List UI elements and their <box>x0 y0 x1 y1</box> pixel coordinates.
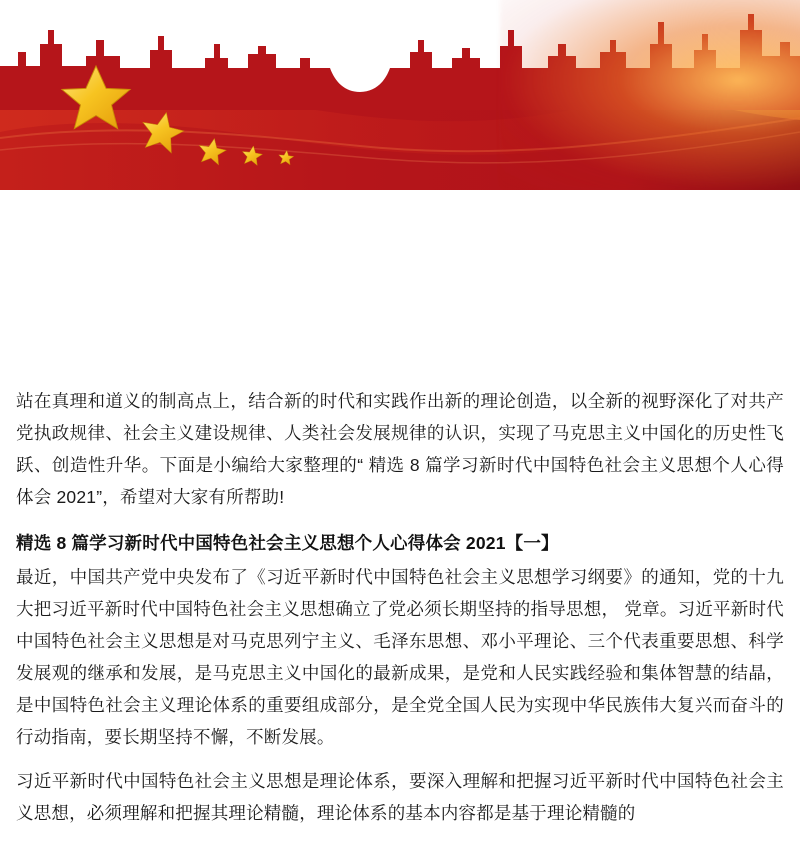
paragraph-body-2: 习近平新时代中国特色社会主义思想是理论体系，要深入理解和把握习近平新时代中国特色社会主义思想，必须理解和把握其理论精髓，理论体系的基本内容都是基于理论精髓的 <box>16 771 784 823</box>
paragraph-intro: 站在真理和道义的制高点上，结合新的时代和实践作出新的理论创造，以全新的视野深化了对共产党执政规律、社会主义建设规律、人类社会发展规律的认识，实现了马克思主义中国化的历史性飞跃、创造性升华。下面是小编给大家整理的“ 精选 8 篇学习新时代中国特色社会主义思想个人心得体会 2021”，希望对大家有所帮助! <box>16 391 784 507</box>
paragraph-gap <box>16 753 784 765</box>
party-banner <box>0 0 800 190</box>
five-star-emblem <box>40 60 340 170</box>
paragraph-body-1: 最近，中国共产党中央发布了《习近平新时代中国特色社会主义思想学习纲要》的通知，党的十九大把习近平新时代中国特色社会主义思想确立了党必须长期坚持的指导思想， 党章。习近平新时代中国特色社会主义思想是对马克思列宁主义、毛泽东思想、邓小平理论、三个代表重要思想、科学发展观的继承和发展，是马克思主义中国化的最新成果，是党和人民实践经验和集体智慧的结晶，是中国特色社会主义理论体系的重要组成部分，是全党全国人民为实现中华民族伟大复兴而奋斗的行动指南，要长期坚持不懈，不断发展。 <box>16 567 784 747</box>
document-content <box>0 190 800 843</box>
content-top-spacer <box>16 190 784 385</box>
section-heading-1: 精选 8 篇学习新时代中国特色社会主义思想个人心得体会 2021【一】 <box>16 533 559 553</box>
